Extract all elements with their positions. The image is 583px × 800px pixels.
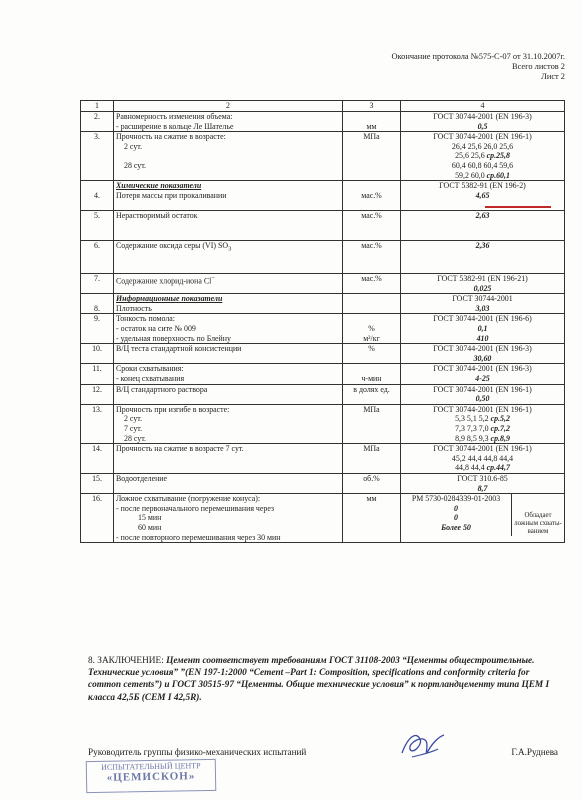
table-row: [81, 384, 565, 404]
row-name-line: 2 сут.: [124, 141, 143, 151]
row-unit: [343, 364, 401, 384]
row-name-line: 60 мин: [138, 522, 162, 532]
row-value: [401, 384, 565, 404]
row-number: 2.: [81, 112, 114, 132]
row-number: 7.: [81, 274, 114, 294]
row-number: 9.: [81, 314, 114, 344]
result-values: 44,8 44,4: [455, 463, 487, 473]
col-head-1: 1: [81, 101, 114, 112]
row-name-line: 2 сут.: [124, 414, 143, 424]
result-value: 410: [476, 333, 489, 343]
row-unit: мм: [343, 494, 401, 543]
row-unit: [343, 314, 401, 344]
result-line: [403, 151, 562, 161]
result-line: [403, 414, 562, 424]
row-unit: мас.%: [343, 210, 401, 240]
row-name: [114, 210, 343, 240]
unit-text: %: [368, 324, 375, 334]
result-value: 0,5: [477, 121, 488, 131]
row-value: [401, 473, 565, 493]
result-value: 0,1: [477, 324, 488, 334]
result-values: 7,3 7,3 7,0: [455, 423, 491, 433]
row-name: [114, 314, 343, 344]
standard-ref: РМ 5730-0284339-01-2003: [411, 494, 501, 504]
result-value: Более 50: [441, 522, 471, 532]
row-name-line: 28 сут.: [124, 160, 147, 170]
result-line: 60,4 60,8 60,4 59,6: [451, 160, 514, 170]
row-unit: %: [343, 344, 401, 364]
row-name-line: - расширение в кольце Ле Шателье: [116, 121, 234, 131]
table-row: [81, 112, 565, 132]
row-number: 13.: [81, 404, 114, 443]
row-name: Прочность на сжатие в возрасте 7 сут.: [114, 444, 343, 474]
result-value: 4-25: [475, 374, 490, 384]
result-average: ср.25,8: [486, 151, 510, 161]
row-name-line: Нерастворимый остаток: [116, 210, 198, 220]
row-name-line: - конец схватывания: [116, 374, 185, 384]
result-value: 4,65: [475, 190, 490, 200]
total-sheets: Всего листов 2: [512, 62, 565, 72]
result-line: [403, 463, 562, 473]
conclusion: [88, 655, 560, 704]
result-average: ср.44,7: [486, 463, 510, 473]
row-name-line: Содержание хлорид-иона Cl: [116, 276, 212, 286]
protocol-header: [391, 52, 565, 83]
false-set-subtable: [401, 494, 564, 536]
standard-ref: ГОСТ 30744-2001 (EN 196-6): [433, 314, 532, 324]
false-set-note-cell: [512, 494, 565, 536]
row-number-text: 8.: [94, 303, 100, 313]
row-unit: [343, 181, 401, 211]
unit-text: м²/кг: [363, 333, 380, 343]
row-number: 5.: [81, 210, 114, 240]
signature-row: [88, 747, 558, 757]
row-unit: МПа: [343, 444, 401, 474]
row-name: В/Ц теста стандартной консистенции: [114, 344, 343, 364]
signatory-role: Руководитель группы физико-механических испытаний: [88, 747, 307, 757]
result-line: [403, 424, 562, 434]
stamp-line: ИСПЫТАТЕЛЬНЫЙ ЦЕНТР: [101, 761, 201, 772]
row-name-line: Прочность при изгибе в возрасте:: [116, 404, 230, 414]
standard-ref: ГОСТ 30744-2001 (EN 196-1): [433, 404, 532, 414]
row-value: [401, 494, 565, 543]
test-results-table: [80, 100, 565, 543]
row-value: [401, 112, 565, 132]
col-head-2: 2: [114, 101, 343, 112]
row-unit: МПа: [343, 404, 401, 443]
row-name: [114, 364, 343, 384]
result-values: 8,9 8,5 9,3: [455, 433, 491, 443]
row-unit: об.%: [343, 473, 401, 493]
table-row: [81, 364, 565, 384]
result-value: 0,025: [473, 283, 492, 293]
standard-ref: ГОСТ 5382-91 (EN 196-21): [437, 274, 528, 284]
result-value: 0,50: [475, 394, 490, 404]
table-row: [81, 210, 565, 240]
row-unit: мас.%: [343, 274, 401, 294]
row-value: [401, 274, 565, 294]
table-header-row: [81, 101, 565, 112]
row-name: [114, 132, 343, 181]
row-name-line: - после повторного перемешивания через 30 мин: [116, 532, 281, 542]
row-name-line: Содержание оксида серы (VI) SO: [116, 240, 229, 250]
signatory-name: Г.А.Руднева: [511, 747, 558, 757]
row-name: Водоотделение: [114, 473, 343, 493]
standard-ref: ГОСТ 310.6-85: [457, 473, 508, 483]
result-line: 26,4 25,6 26,0 25,6: [451, 141, 514, 151]
row-name-line: Потеря массы при прокаливании: [116, 190, 227, 200]
row-name: [114, 294, 343, 314]
row-name-line: Плотность: [116, 303, 152, 313]
table-row: [81, 314, 565, 344]
row-value: [401, 314, 565, 344]
row-number: 3.: [81, 132, 114, 181]
standard-ref: ГОСТ 30744-2001 (EN 196-1): [433, 444, 532, 454]
subscript: 3: [228, 245, 232, 253]
stamp-line: «ЦЕМИСКОН»: [106, 770, 196, 784]
row-name-line: Тонкость помола:: [116, 314, 175, 324]
table-row: [81, 344, 565, 364]
standard-ref: ГОСТ 30744-2001 (EN 196-1): [433, 132, 532, 142]
standard-ref: ГОСТ 30744-2001 (EN 196-3): [433, 364, 532, 374]
section-title-chemical: Химические показатели: [116, 181, 202, 191]
standard-ref: ГОСТ 30744-2001 (EN 196-1): [433, 384, 532, 394]
table-row: [81, 274, 565, 294]
table-row: [81, 294, 565, 314]
row-name-line: 15 мин: [138, 513, 162, 523]
result-average: ср.60,1: [486, 170, 510, 180]
result-values: 25,6 25,6: [455, 151, 487, 161]
standard-ref: ГОСТ 30744-2001 (EN 196-3): [433, 344, 532, 354]
table-row: [81, 240, 565, 273]
row-number: 14.: [81, 444, 114, 474]
row-name-line: Прочность на сжатие в возрасте:: [116, 132, 226, 142]
row-unit: МПа: [343, 132, 401, 181]
row-name: [114, 274, 343, 294]
row-value: [401, 294, 565, 314]
protocol-reference: Окончание протокола №575-С-07 от 31.10.2007г.: [391, 52, 565, 61]
row-name-line: Ложное схватывание (погружение конуса):: [116, 494, 261, 504]
col-head-4: 4: [401, 101, 565, 112]
standard-ref: ГОСТ 5382-91 (EN 196-2): [439, 181, 526, 191]
result-value: 2,36: [401, 240, 565, 273]
section-title-info: Информационные показатели: [116, 294, 223, 304]
table-row: [81, 132, 565, 181]
standard-ref: ГОСТ 30744-2001 (EN 196-3): [433, 112, 532, 121]
row-value: [401, 444, 565, 474]
row-value: [401, 132, 565, 181]
table-row: [81, 404, 565, 443]
row-value: [401, 344, 565, 364]
row-name-line: - остаток на сите № 009: [116, 324, 196, 334]
result-value: 0: [454, 513, 458, 523]
result-line: 45,2 44,4 44,8 44,4: [451, 453, 514, 463]
result-average: ср.8,9: [490, 433, 510, 443]
row-name-line: 28 сут.: [124, 433, 147, 443]
result-value: 8,7: [477, 483, 488, 493]
result-value: 30,60: [473, 353, 492, 363]
row-number: 10.: [81, 344, 114, 364]
result-line: [403, 171, 562, 181]
result-line: [403, 434, 562, 444]
row-unit: [343, 294, 401, 314]
standard-ref: ГОСТ 30744-2001: [452, 294, 513, 304]
row-number: [81, 294, 114, 314]
row-name: [114, 112, 343, 132]
unit-text: мм: [366, 121, 377, 131]
row-name: [114, 181, 343, 211]
false-set-values: [401, 494, 512, 536]
row-name-line: - удельная поверхность по Блейну: [116, 333, 231, 343]
row-name: [114, 404, 343, 443]
conclusion-text: Цемент соответствует требованиям ГОСТ 31108-2003 “Цементы общестроительные. Технические условия” ”(EN 197-1:2000 “Cement –Part 1: Composition, specifications and conformity criteria for common cements”) и ГОСТ 30515-97 “Цементы. Общие технические условия” к портландцементу типа ЦЕМ I класса 42,5Б (CEM I 42,5R).: [88, 656, 550, 703]
row-number: 16.: [81, 494, 114, 543]
row-name: В/Ц стандартного раствора: [114, 384, 343, 404]
row-number: 15.: [81, 473, 114, 493]
row-unit: мас.%: [343, 240, 401, 273]
row-unit: в долях ед.: [343, 384, 401, 404]
unit-text: мас.%: [361, 190, 382, 200]
row-name: [114, 494, 343, 543]
col-head-3: 3: [343, 101, 401, 112]
superscript: −: [211, 275, 215, 283]
row-value: [401, 364, 565, 384]
highlight-underline: [485, 206, 551, 208]
row-name-line: - после первоначального перемешивания через: [116, 503, 275, 513]
result-average: ср.5,2: [490, 414, 510, 424]
table-row: [81, 444, 565, 474]
row-number: 12.: [81, 384, 114, 404]
result-value: 3,03: [475, 303, 490, 313]
sheet-number: Лист 2: [541, 72, 565, 82]
table-row: [81, 473, 565, 493]
row-name-line: Равномерность изменения объема:: [116, 112, 233, 121]
conclusion-label: 8. ЗАКЛЮЧЕНИЕ:: [88, 656, 167, 666]
row-name: [114, 240, 343, 273]
row-unit: [343, 112, 401, 132]
row-number-text: 4.: [94, 190, 100, 200]
row-value: [401, 404, 565, 443]
false-set-note: Обладает ложным схваты-ванием: [514, 512, 562, 536]
unit-text: ч-мин: [361, 374, 382, 384]
row-number: 6.: [81, 240, 114, 273]
result-values: 59,2 60,0: [455, 170, 487, 180]
table-row: [81, 494, 565, 543]
row-name-line: 7 сут.: [124, 423, 143, 433]
result-average: ср.7,2: [490, 423, 510, 433]
organization-stamp: [86, 759, 217, 793]
row-number: [81, 181, 114, 211]
row-name-line: Сроки схватывания:: [116, 364, 184, 374]
result-values: 5,3 5,1 5,2: [455, 414, 491, 424]
row-number: 11.: [81, 364, 114, 384]
result-value: 2,63: [401, 210, 565, 240]
result-value: 0: [454, 503, 458, 513]
handwritten-signature: [398, 727, 450, 763]
